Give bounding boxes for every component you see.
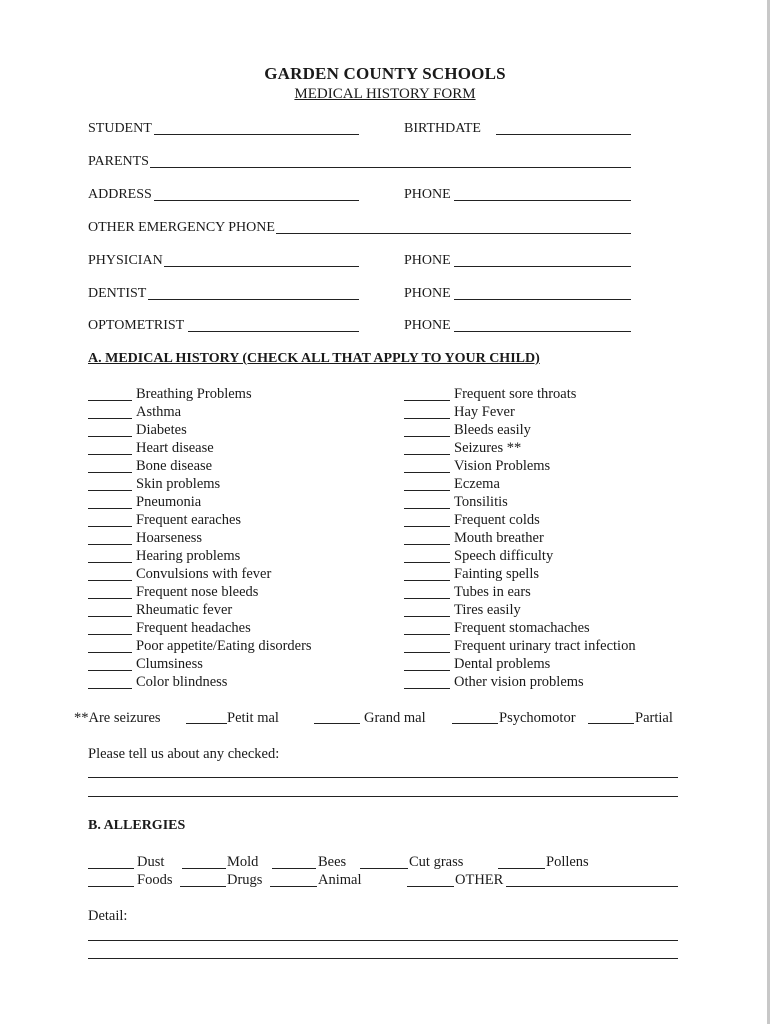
partial-label: Partial (635, 710, 673, 726)
cut-grass-label: Cut grass (409, 854, 464, 870)
checkbox-blank[interactable] (88, 652, 132, 653)
tell-us-line-2[interactable] (88, 796, 678, 797)
checkbox-blank[interactable] (88, 544, 132, 545)
condition-label: Dental problems (454, 656, 551, 672)
condition-label: Clumsiness (136, 656, 203, 672)
animal-label: Animal (318, 872, 362, 888)
condition-label: Bone disease (136, 458, 213, 474)
mold-blank[interactable] (182, 868, 226, 869)
checkbox-blank[interactable] (88, 670, 132, 671)
condition-label: Color blindness (136, 674, 228, 690)
checkbox-blank[interactable] (404, 418, 450, 419)
checkbox-blank[interactable] (404, 562, 450, 563)
checkbox-blank[interactable] (404, 490, 450, 491)
petit-mal-blank[interactable] (186, 723, 227, 724)
student-label: STUDENT (88, 121, 152, 136)
phone-label-4: PHONE (404, 318, 451, 333)
psychomotor-label: Psychomotor (499, 710, 576, 726)
animal-blank[interactable] (270, 886, 317, 887)
detail-line-2[interactable] (88, 958, 678, 959)
grand-mal-label: Grand mal (364, 710, 426, 726)
birthdate-field[interactable] (496, 134, 631, 135)
parents-label: PARENTS (88, 154, 149, 169)
condition-label: Frequent sore throats (454, 386, 577, 402)
condition-label: Tires easily (454, 602, 521, 618)
parents-field[interactable] (150, 167, 631, 168)
partial-blank[interactable] (588, 723, 634, 724)
condition-label: Hoarseness (136, 530, 203, 546)
condition-label: Heart disease (136, 440, 214, 456)
dentist-field[interactable] (148, 299, 359, 300)
checkbox-blank[interactable] (404, 688, 450, 689)
checkbox-blank[interactable] (88, 418, 132, 419)
condition-label: Tubes in ears (454, 584, 531, 600)
condition-label: Frequent stomachaches (454, 620, 590, 636)
physician-field[interactable] (164, 266, 359, 267)
optometrist-phone-field[interactable] (454, 331, 631, 332)
address-field[interactable] (154, 200, 359, 201)
checkbox-blank[interactable] (88, 400, 132, 401)
birthdate-label: BIRTHDATE (404, 121, 481, 136)
optometrist-label: OPTOMETRIST (88, 318, 185, 333)
checkbox-blank[interactable] (88, 616, 132, 617)
condition-label: Poor appetite/Eating disorders (136, 638, 312, 654)
condition-label: Fainting spells (454, 566, 539, 582)
dust-blank[interactable] (88, 868, 134, 869)
condition-label: Eczema (454, 476, 500, 492)
condition-label: Rheumatic fever (136, 602, 233, 618)
condition-label: Diabetes (136, 422, 187, 438)
physician-phone-field[interactable] (454, 266, 631, 267)
condition-label: Frequent earaches (136, 512, 242, 528)
condition-label: Mouth breather (454, 530, 544, 546)
foods-label: Foods (137, 872, 173, 888)
cut-grass-blank[interactable] (360, 868, 408, 869)
checkbox-blank[interactable] (88, 688, 132, 689)
condition-label: Frequent colds (454, 512, 540, 528)
dentist-phone-field[interactable] (454, 299, 631, 300)
condition-label: Breathing Problems (136, 386, 252, 402)
phone-label-3: PHONE (404, 286, 451, 301)
other-specify-field[interactable] (506, 886, 678, 887)
condition-label: Frequent urinary tract infection (454, 638, 636, 654)
foods-blank[interactable] (88, 886, 134, 887)
checkbox-blank[interactable] (88, 598, 132, 599)
checkbox-blank[interactable] (88, 490, 132, 491)
condition-label: Speech difficulty (454, 548, 554, 564)
checkbox-blank[interactable] (404, 508, 450, 509)
other-emergency-phone-label: OTHER EMERGENCY PHONE (88, 220, 275, 235)
checkbox-blank[interactable] (404, 436, 450, 437)
checkbox-blank[interactable] (404, 634, 450, 635)
pollens-blank[interactable] (498, 868, 545, 869)
other-label: OTHER (455, 872, 504, 888)
section-b-heading: B. ALLERGIES (88, 818, 186, 833)
condition-label: Tonsilitis (454, 494, 508, 510)
condition-label: Vision Problems (454, 458, 551, 474)
checkbox-blank[interactable] (404, 580, 450, 581)
checkbox-blank[interactable] (88, 454, 132, 455)
checkbox-blank[interactable] (88, 508, 132, 509)
optometrist-field[interactable] (188, 331, 359, 332)
dust-label: Dust (137, 854, 165, 870)
checkbox-blank[interactable] (404, 652, 450, 653)
other-blank[interactable] (407, 886, 454, 887)
condition-label: Other vision problems (454, 674, 584, 690)
condition-label: Frequent headaches (136, 620, 251, 636)
condition-label: Hay Fever (454, 404, 515, 420)
checkbox-blank[interactable] (88, 562, 132, 563)
checkbox-blank[interactable] (404, 526, 450, 527)
seizures-prompt: **Are seizures (74, 710, 161, 726)
condition-label: Skin problems (136, 476, 221, 492)
condition-label: Bleeds easily (454, 422, 531, 438)
checkbox-blank[interactable] (404, 472, 450, 473)
address-label: ADDRESS (88, 187, 152, 202)
bees-blank[interactable] (272, 868, 316, 869)
pollens-label: Pollens (546, 854, 589, 870)
mold-label: Mold (227, 854, 259, 870)
detail-line-1[interactable] (88, 940, 678, 941)
checkbox-blank[interactable] (88, 526, 132, 527)
checkbox-blank[interactable] (88, 580, 132, 581)
dentist-label: DENTIST (88, 286, 147, 301)
checkbox-blank[interactable] (88, 472, 132, 473)
address-phone-field[interactable] (454, 200, 631, 201)
condition-label: Convulsions with fever (136, 566, 272, 582)
checkbox-blank[interactable] (404, 544, 450, 545)
condition-label: Hearing problems (136, 548, 241, 564)
checkbox-blank[interactable] (88, 436, 132, 437)
form-title: GARDEN COUNTY SCHOOLS (264, 64, 506, 83)
tell-us-label: Please tell us about any checked: (88, 746, 280, 762)
petit-mal-label: Petit mal (227, 710, 279, 726)
checkbox-blank[interactable] (404, 400, 450, 401)
checkbox-blank[interactable] (404, 598, 450, 599)
phone-label-2: PHONE (404, 253, 451, 268)
grand-mal-blank[interactable] (314, 723, 360, 724)
form-subtitle: MEDICAL HISTORY FORM (294, 86, 476, 102)
section-a-heading: A. MEDICAL HISTORY (CHECK ALL THAT APPLY TO YOUR CHILD) (88, 351, 540, 366)
checkbox-blank[interactable] (404, 616, 450, 617)
phone-label-1: PHONE (404, 187, 451, 202)
other-emergency-phone-field[interactable] (276, 233, 631, 234)
drugs-blank[interactable] (180, 886, 226, 887)
drugs-label: Drugs (227, 872, 263, 888)
condition-label: Pneumonia (136, 494, 202, 510)
condition-label: Frequent nose bleeds (136, 584, 259, 600)
tell-us-line-1[interactable] (88, 777, 678, 778)
bees-label: Bees (318, 854, 347, 870)
checkbox-blank[interactable] (404, 670, 450, 671)
student-field[interactable] (154, 134, 359, 135)
physician-label: PHYSICIAN (88, 253, 163, 268)
detail-label: Detail: (88, 908, 128, 924)
condition-label: Asthma (136, 404, 182, 420)
psychomotor-blank[interactable] (452, 723, 498, 724)
checkbox-blank[interactable] (404, 454, 450, 455)
condition-label: Seizures ** (454, 440, 522, 456)
checkbox-blank[interactable] (88, 634, 132, 635)
